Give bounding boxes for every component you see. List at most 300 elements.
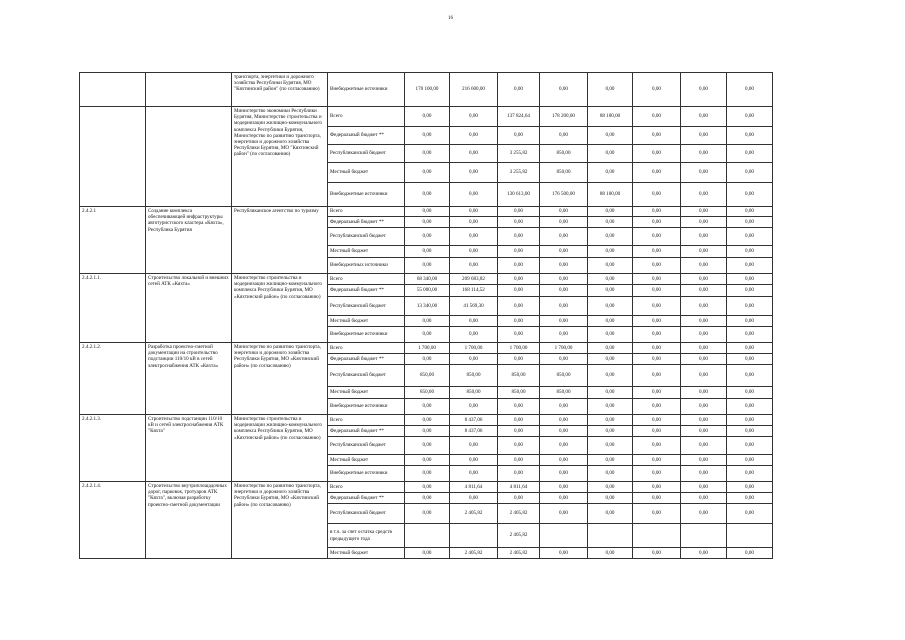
funding-source: Местный бюджет: [328, 246, 405, 258]
table-row: [80, 274, 773, 285]
amount-cell: 1 700,00: [450, 343, 498, 354]
amount-cell: 0,00: [588, 399, 633, 415]
amount-cell: 0,00: [405, 415, 450, 426]
amount-cell: 0,00: [681, 297, 727, 316]
amount-cell: 850,00: [540, 145, 588, 163]
row-action: Строительство внутриплощадочных дорог, парковок, тротуаров АТК "Кяхта", включая разработку проектно-сметной документации: [146, 482, 232, 559]
funding-source: Республиканский бюджет: [328, 437, 405, 455]
amount-cell: 0,00: [633, 297, 681, 316]
amount-cell: 0,00: [633, 387, 681, 399]
amount-cell: 0,00: [405, 127, 450, 145]
funding-source: Всего: [328, 207, 405, 217]
amount-cell: 0,00: [540, 246, 588, 258]
amount-cell: 0,00: [498, 285, 540, 297]
funding-source: Федеральный бюджет **: [328, 285, 405, 297]
amount-cell: 0,00: [450, 354, 498, 365]
amount-cell: 0,00: [727, 399, 773, 415]
amount-cell: 68 340,00: [405, 274, 450, 285]
amount-cell: 0,00: [405, 354, 450, 365]
amount-cell: 0,00: [588, 548, 633, 559]
amount-cell: 0,00: [405, 504, 450, 524]
row-action: Строительство локальной и внешних сетей АТК «Кяхта»: [146, 274, 232, 343]
amount-cell: 0,00: [405, 327, 450, 343]
amount-cell: 4 811,64: [498, 482, 540, 493]
amount-cell: 0,00: [681, 482, 727, 493]
amount-cell: 0,00: [633, 145, 681, 163]
amount-cell: 0,00: [681, 274, 727, 285]
row-agency: Министерство по развитию транспорта, энергетики и дорожного хозяйства Республики Бурятия, МО «Кяхтинский район» (по согласованию): [232, 343, 328, 415]
funding-source: Республиканский бюджет: [328, 145, 405, 163]
amount-cell: 0,00: [405, 455, 450, 466]
amount-cell: 8 437,06: [450, 415, 498, 426]
row-action: Разработка проектно-сметной документации на строительство подстанции 110/10 кВ в сетей электроснабжения АТК «Кяхта»: [146, 343, 232, 415]
amount-cell: 0,00: [681, 217, 727, 228]
amount-cell: 0,00: [681, 73, 727, 107]
amount-cell: 0,00: [633, 455, 681, 466]
amount-cell: 0,00: [681, 399, 727, 415]
amount-cell: 0,00: [681, 343, 727, 354]
amount-cell: 41 569,30: [450, 297, 498, 316]
amount-cell: 0,00: [727, 107, 773, 127]
amount-cell: 0,00: [450, 437, 498, 455]
amount-cell: 0,00: [727, 183, 773, 207]
amount-cell: 0,00: [681, 258, 727, 274]
amount-cell: 0,00: [498, 354, 540, 365]
amount-cell: 13 340,00: [405, 297, 450, 316]
amount-cell: 0,00: [727, 145, 773, 163]
amount-cell: 0,00: [681, 183, 727, 207]
amount-cell: 850,00: [498, 365, 540, 387]
row-agency: Республиканское агентство по туризму: [232, 207, 328, 274]
amount-cell: 0,00: [498, 415, 540, 426]
amount-cell: 170 100,00: [405, 73, 450, 107]
amount-cell: 0,00: [681, 316, 727, 327]
amount-cell: 0,00: [727, 163, 773, 183]
amount-cell: 3 255,82: [498, 145, 540, 163]
table-row: [80, 482, 773, 493]
amount-cell: 0,00: [588, 415, 633, 426]
budget-table: [79, 72, 773, 559]
funding-source: Внебюджетные источники: [328, 327, 405, 343]
amount-cell: 0,00: [498, 316, 540, 327]
table-row: [80, 107, 773, 127]
funding-source: Местный бюджет: [328, 163, 405, 183]
amount-cell: 0,00: [681, 387, 727, 399]
amount-cell: 0,00: [498, 228, 540, 246]
amount-cell: 1 700,00: [498, 343, 540, 354]
amount-cell: 0,00: [681, 493, 727, 504]
amount-cell: 0,00: [450, 493, 498, 504]
amount-cell: 0,00: [727, 343, 773, 354]
funding-source: Федеральный бюджет **: [328, 493, 405, 504]
amount-cell: 0,00: [681, 455, 727, 466]
amount-cell: 0,00: [450, 127, 498, 145]
amount-cell: 0,00: [588, 163, 633, 183]
amount-cell: 850,00: [540, 365, 588, 387]
amount-cell: 0,00: [405, 437, 450, 455]
funding-source: Местный бюджет: [328, 548, 405, 559]
amount-cell: 0,00: [540, 217, 588, 228]
amount-cell: 0,00: [681, 145, 727, 163]
amount-cell: 0,00: [727, 354, 773, 365]
amount-cell: 0,00: [405, 207, 450, 217]
amount-cell: 0,00: [588, 426, 633, 437]
amount-cell: 1 700,00: [405, 343, 450, 354]
amount-cell: 0,00: [727, 217, 773, 228]
amount-cell: 0,00: [588, 274, 633, 285]
amount-cell: 0,00: [588, 482, 633, 493]
amount-cell: 0,00: [633, 365, 681, 387]
amount-cell: 0,00: [633, 207, 681, 217]
amount-cell: 850,00: [450, 387, 498, 399]
amount-cell: 0,00: [498, 327, 540, 343]
amount-cell: 0,00: [633, 415, 681, 426]
amount-cell: 0,00: [633, 504, 681, 524]
amount-cell: 0,00: [633, 217, 681, 228]
amount-cell: 0,00: [405, 482, 450, 493]
funding-source: Всего: [328, 343, 405, 354]
funding-source: Внебюджетные источники: [328, 73, 405, 107]
amount-cell: 0,00: [405, 548, 450, 559]
row-code: 2.4.2.1: [80, 207, 146, 274]
amount-cell: 0,00: [727, 207, 773, 217]
amount-cell: 0,00: [498, 455, 540, 466]
amount-cell: 130 613,00: [498, 183, 540, 207]
amount-cell: 0,00: [405, 399, 450, 415]
amount-cell: 0,00: [405, 258, 450, 274]
amount-cell: 178 200,00: [540, 107, 588, 127]
amount-cell: 0,00: [498, 426, 540, 437]
amount-cell: 0,00: [727, 285, 773, 297]
amount-cell: 2 405,82: [498, 504, 540, 524]
amount-cell: 137 824,64: [498, 107, 540, 127]
amount-cell: 0,00: [498, 217, 540, 228]
amount-cell: 0,00: [588, 316, 633, 327]
row-agency: Министерство экономики Республики Бурятия, Министерство строительства и модернизации жилищно-коммунального комплекса Республики Бурятия, Министерство по развитию транспорта, энергетики и дорожного хозяйства Республики Бурятия, МО "Кяхтинский район" (по согласованию): [232, 107, 328, 207]
funding-source: Всего: [328, 482, 405, 493]
row-agency: Министерство строительства и модернизации жилищно-коммунального комплекса Республики Бурятия, МО «Кяхтинский район» (по согласованию): [232, 274, 328, 343]
amount-cell: 0,00: [498, 207, 540, 217]
amount-cell: 2 405,82: [498, 548, 540, 559]
amount-cell: 0,00: [450, 145, 498, 163]
amount-cell: 0,00: [498, 258, 540, 274]
amount-cell: 0,00: [633, 285, 681, 297]
table-row: [80, 73, 773, 107]
amount-cell: 88 100,00: [588, 107, 633, 127]
amount-cell: 0,00: [588, 258, 633, 274]
amount-cell: 0,00: [727, 493, 773, 504]
amount-cell: [588, 524, 633, 548]
amount-cell: 0,00: [540, 493, 588, 504]
amount-cell: 850,00: [405, 387, 450, 399]
amount-cell: 0,00: [450, 316, 498, 327]
amount-cell: [405, 524, 450, 548]
amount-cell: 0,00: [450, 228, 498, 246]
funding-source: Федеральный бюджет **: [328, 354, 405, 365]
amount-cell: 0,00: [681, 466, 727, 482]
amount-cell: 0,00: [681, 327, 727, 343]
amount-cell: 0,00: [540, 207, 588, 217]
amount-cell: 0,00: [681, 285, 727, 297]
row-action: Строительство подстанции 110/10 кВ и сетей электроснабжения АТК "Кяхта": [146, 415, 232, 482]
amount-cell: 0,00: [588, 145, 633, 163]
amount-cell: 0,00: [498, 127, 540, 145]
amount-cell: 0,00: [540, 228, 588, 246]
amount-cell: 0,00: [681, 365, 727, 387]
amount-cell: 0,00: [633, 548, 681, 559]
amount-cell: 0,00: [633, 73, 681, 107]
amount-cell: 0,00: [681, 415, 727, 426]
amount-cell: 216 600,00: [450, 73, 498, 107]
funding-source: Внебюджетные источники: [328, 399, 405, 415]
amount-cell: 0,00: [450, 183, 498, 207]
amount-cell: 850,00: [450, 365, 498, 387]
amount-cell: 0,00: [681, 548, 727, 559]
amount-cell: 0,00: [405, 316, 450, 327]
amount-cell: 0,00: [633, 316, 681, 327]
amount-cell: 0,00: [540, 415, 588, 426]
amount-cell: 0,00: [727, 387, 773, 399]
amount-cell: 0,00: [588, 343, 633, 354]
amount-cell: 0,00: [450, 399, 498, 415]
amount-cell: 0,00: [540, 297, 588, 316]
amount-cell: 0,00: [727, 316, 773, 327]
amount-cell: 0,00: [498, 297, 540, 316]
amount-cell: 0,00: [681, 207, 727, 217]
amount-cell: 0,00: [633, 258, 681, 274]
amount-cell: 0,00: [498, 246, 540, 258]
amount-cell: 0,00: [588, 493, 633, 504]
amount-cell: 0,00: [405, 466, 450, 482]
amount-cell: 0,00: [727, 466, 773, 482]
amount-cell: 0,00: [405, 246, 450, 258]
amount-cell: 0,00: [633, 183, 681, 207]
amount-cell: 0,00: [540, 73, 588, 107]
amount-cell: 0,00: [540, 354, 588, 365]
row-action: Создание комплекса обеспечивающей инфраструктуры автотуристского кластера «Кяхта», Республика Бурятия: [146, 207, 232, 274]
amount-cell: 0,00: [727, 482, 773, 493]
funding-source: Республиканский бюджет: [328, 297, 405, 316]
row-action: [146, 107, 232, 207]
amount-cell: 0,00: [405, 217, 450, 228]
amount-cell: 4 811,64: [450, 482, 498, 493]
amount-cell: 0,00: [450, 327, 498, 343]
amount-cell: 0,00: [540, 482, 588, 493]
amount-cell: 0,00: [588, 207, 633, 217]
amount-cell: 0,00: [727, 127, 773, 145]
amount-cell: 0,00: [588, 327, 633, 343]
amount-cell: 850,00: [540, 387, 588, 399]
amount-cell: 0,00: [633, 246, 681, 258]
amount-cell: 0,00: [633, 163, 681, 183]
amount-cell: 88 100,00: [588, 183, 633, 207]
amount-cell: 0,00: [633, 228, 681, 246]
amount-cell: [633, 524, 681, 548]
amount-cell: 0,00: [405, 145, 450, 163]
row-agency: Министерство по развитию транспорта, энергетики и дорожного хозяйства Республики Бурятия, МО «Кяхтинский район» (по согласованию): [232, 482, 328, 559]
funding-source: Республиканский бюджет: [328, 365, 405, 387]
amount-cell: 0,00: [540, 437, 588, 455]
amount-cell: 0,00: [681, 246, 727, 258]
amount-cell: 0,00: [681, 127, 727, 145]
amount-cell: 0,00: [681, 354, 727, 365]
amount-cell: 0,00: [450, 207, 498, 217]
budget-table-body: [80, 73, 773, 559]
amount-cell: 0,00: [405, 426, 450, 437]
amount-cell: 0,00: [727, 455, 773, 466]
row-code: 2.4.2.1.4.: [80, 482, 146, 559]
amount-cell: 0,00: [727, 274, 773, 285]
amount-cell: 0,00: [588, 285, 633, 297]
amount-cell: 850,00: [405, 365, 450, 387]
amount-cell: 0,00: [540, 548, 588, 559]
amount-cell: 0,00: [540, 455, 588, 466]
amount-cell: 0,00: [450, 107, 498, 127]
amount-cell: 0,00: [540, 127, 588, 145]
amount-cell: 2 405,82: [498, 524, 540, 548]
amount-cell: 0,00: [540, 426, 588, 437]
row-agency: транспорта, энергетики и дорожного хозяйства Республики Бурятия, МО "Кяхтинский район" (по согласованию): [232, 73, 328, 107]
amount-cell: 0,00: [633, 107, 681, 127]
amount-cell: 0,00: [540, 399, 588, 415]
amount-cell: 0,00: [588, 455, 633, 466]
amount-cell: 0,00: [450, 258, 498, 274]
table-row: [80, 415, 773, 426]
row-code: 2.4.2.1.2.: [80, 343, 146, 415]
amount-cell: 0,00: [633, 399, 681, 415]
amount-cell: [727, 524, 773, 548]
amount-cell: 850,00: [540, 163, 588, 183]
amount-cell: 0,00: [540, 285, 588, 297]
table-row: [80, 207, 773, 217]
funding-source: Местный бюджет: [328, 316, 405, 327]
amount-cell: 0,00: [727, 415, 773, 426]
amount-cell: 55 000,00: [405, 285, 450, 297]
amount-cell: 0,00: [540, 327, 588, 343]
funding-source: Всего: [328, 274, 405, 285]
amount-cell: 176 500,00: [540, 183, 588, 207]
funding-source: Всего: [328, 107, 405, 127]
amount-cell: 0,00: [727, 73, 773, 107]
funding-source: Внебюджетных источники: [328, 258, 405, 274]
amount-cell: 0,00: [681, 228, 727, 246]
funding-source: Федеральный бюджет **: [328, 217, 405, 228]
amount-cell: 0,00: [727, 297, 773, 316]
amount-cell: 0,00: [498, 73, 540, 107]
amount-cell: 0,00: [633, 274, 681, 285]
funding-source: Федеральный бюджет **: [328, 426, 405, 437]
row-code: 2.4.2.1.3.: [80, 415, 146, 482]
amount-cell: 2 405,82: [450, 548, 498, 559]
amount-cell: 0,00: [498, 493, 540, 504]
amount-cell: 0,00: [588, 73, 633, 107]
funding-source: Местный бюджет: [328, 387, 405, 399]
amount-cell: 0,00: [540, 504, 588, 524]
row-code: 2.4.2.1.1.: [80, 274, 146, 343]
amount-cell: 0,00: [633, 426, 681, 437]
amount-cell: 0,00: [681, 504, 727, 524]
amount-cell: 0,00: [727, 327, 773, 343]
amount-cell: 0,00: [727, 426, 773, 437]
amount-cell: 0,00: [405, 163, 450, 183]
amount-cell: 0,00: [540, 258, 588, 274]
amount-cell: 0,00: [405, 183, 450, 207]
row-agency: Министерство строительства и модернизации жилищно-коммунального комплекса Республики Бурятия, МО «Кяхтинский район» (по согласованию): [232, 415, 328, 482]
amount-cell: 0,00: [405, 493, 450, 504]
amount-cell: 0,00: [633, 343, 681, 354]
table-row: [80, 343, 773, 354]
amount-cell: 0,00: [498, 274, 540, 285]
amount-cell: 0,00: [727, 548, 773, 559]
page-number: 16: [448, 16, 453, 21]
amount-cell: 0,00: [727, 258, 773, 274]
amount-cell: 0,00: [633, 466, 681, 482]
amount-cell: 0,00: [450, 163, 498, 183]
amount-cell: 850,00: [498, 387, 540, 399]
amount-cell: 0,00: [450, 466, 498, 482]
amount-cell: [540, 524, 588, 548]
amount-cell: 0,00: [498, 466, 540, 482]
funding-source: Республиканский бюджет: [328, 504, 405, 524]
amount-cell: 0,00: [450, 455, 498, 466]
funding-source: в т.ч. за счет остатка средств предыдущего года: [328, 524, 405, 548]
funding-source: Республиканский бюджет: [328, 228, 405, 246]
amount-cell: 0,00: [588, 437, 633, 455]
funding-source: Федеральный бюджет **: [328, 127, 405, 145]
amount-cell: 0,00: [727, 365, 773, 387]
amount-cell: 2 405,82: [450, 504, 498, 524]
amount-cell: 0,00: [450, 246, 498, 258]
amount-cell: 0,00: [633, 327, 681, 343]
amount-cell: 0,00: [633, 482, 681, 493]
amount-cell: 0,00: [727, 228, 773, 246]
amount-cell: 0,00: [681, 163, 727, 183]
amount-cell: 0,00: [588, 365, 633, 387]
amount-cell: 0,00: [588, 127, 633, 145]
amount-cell: 0,00: [588, 504, 633, 524]
amount-cell: 0,00: [405, 107, 450, 127]
amount-cell: 0,00: [727, 437, 773, 455]
amount-cell: 0,00: [588, 354, 633, 365]
amount-cell: 0,00: [588, 466, 633, 482]
amount-cell: [450, 524, 498, 548]
amount-cell: 0,00: [727, 246, 773, 258]
amount-cell: 0,00: [588, 297, 633, 316]
amount-cell: 0,00: [681, 107, 727, 127]
amount-cell: 0,00: [588, 217, 633, 228]
amount-cell: 0,00: [633, 127, 681, 145]
amount-cell: 168 114,52: [450, 285, 498, 297]
amount-cell: 0,00: [588, 228, 633, 246]
amount-cell: 0,00: [727, 504, 773, 524]
amount-cell: 0,00: [633, 354, 681, 365]
amount-cell: 0,00: [588, 246, 633, 258]
amount-cell: 0,00: [681, 426, 727, 437]
amount-cell: [681, 524, 727, 548]
amount-cell: 0,00: [405, 228, 450, 246]
row-action: [146, 73, 232, 107]
amount-cell: 0,00: [633, 493, 681, 504]
amount-cell: 0,00: [681, 437, 727, 455]
amount-cell: 0,00: [540, 274, 588, 285]
amount-cell: 0,00: [588, 387, 633, 399]
funding-source: Внебюджетные источники: [328, 183, 405, 207]
amount-cell: 0,00: [498, 399, 540, 415]
amount-cell: 1 700,00: [540, 343, 588, 354]
row-code: [80, 107, 146, 207]
amount-cell: 0,00: [450, 217, 498, 228]
amount-cell: 0,00: [540, 316, 588, 327]
